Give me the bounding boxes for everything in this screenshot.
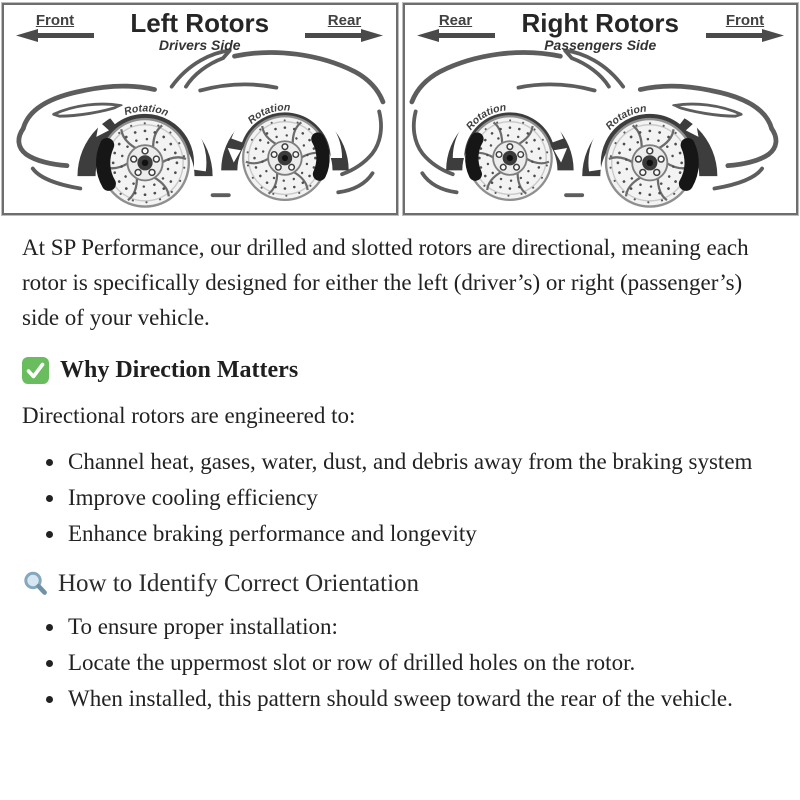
list-item: • To ensure proper installation: xyxy=(66,610,774,645)
front-direction-label: Front xyxy=(706,13,784,42)
list-item: • Improve cooling efficiency xyxy=(66,481,774,516)
list-item: • Channel heat, gases, water, dust, and debris away from the braking system xyxy=(66,445,774,480)
left-panel-titles xyxy=(130,10,269,53)
orientation-list xyxy=(22,610,774,717)
rotation-label: Rotation xyxy=(464,102,507,133)
list-item: • Enhance braking performance and longevity xyxy=(66,517,774,552)
left-rotors-panel xyxy=(2,3,398,215)
panel-subtitle: Passengers Side xyxy=(544,37,657,54)
rear-direction-label: Rear xyxy=(417,13,495,42)
arrow-left-icon xyxy=(417,29,495,42)
front-direction-label: Front xyxy=(16,13,94,42)
rotor-direction-diagram xyxy=(0,0,800,217)
arrow-right-icon xyxy=(706,29,784,42)
benefits-list xyxy=(22,445,774,552)
right-panel-header xyxy=(417,10,785,53)
right-panel-titles xyxy=(522,10,679,53)
heading-text: How to Identify Correct Orientation xyxy=(58,569,420,597)
right-rotors-panel xyxy=(403,3,799,215)
magnifier-icon xyxy=(22,570,49,597)
heading-text: Why Direction Matters xyxy=(60,356,299,383)
list-item: • When installed, this pattern should sweep toward the rear of the vehicle. xyxy=(66,682,774,717)
panel-title: Right Rotors xyxy=(521,8,679,38)
rear-direction-label: Rear xyxy=(305,13,383,42)
rotation-label: Rotation xyxy=(246,102,291,127)
section-heading-identify-orientation xyxy=(22,570,774,598)
article xyxy=(0,217,800,739)
left-panel-header xyxy=(16,10,384,53)
lead-paragraph: Directional rotors are engineered to: xyxy=(22,402,356,428)
rotation-label: Rotation xyxy=(122,103,171,120)
rotation-label: Rotation xyxy=(603,103,648,133)
list-item: • Locate the uppermost slot or row of drilled holes on the rotor. xyxy=(66,646,774,681)
section-heading-why-direction-matters xyxy=(22,357,774,384)
arrow-left-icon xyxy=(16,29,94,42)
panel-title: Left Rotors xyxy=(130,8,270,38)
panel-subtitle: Drivers Side xyxy=(158,37,241,54)
arrow-right-icon xyxy=(305,29,383,42)
intro-paragraph: At SP Performance, our drilled and slotted rotors are directional, meaning each rotor is specifically designed for either the left (driver’s) or right (passenger’s) side of your vehicle. xyxy=(22,235,749,331)
check-icon xyxy=(22,357,49,384)
